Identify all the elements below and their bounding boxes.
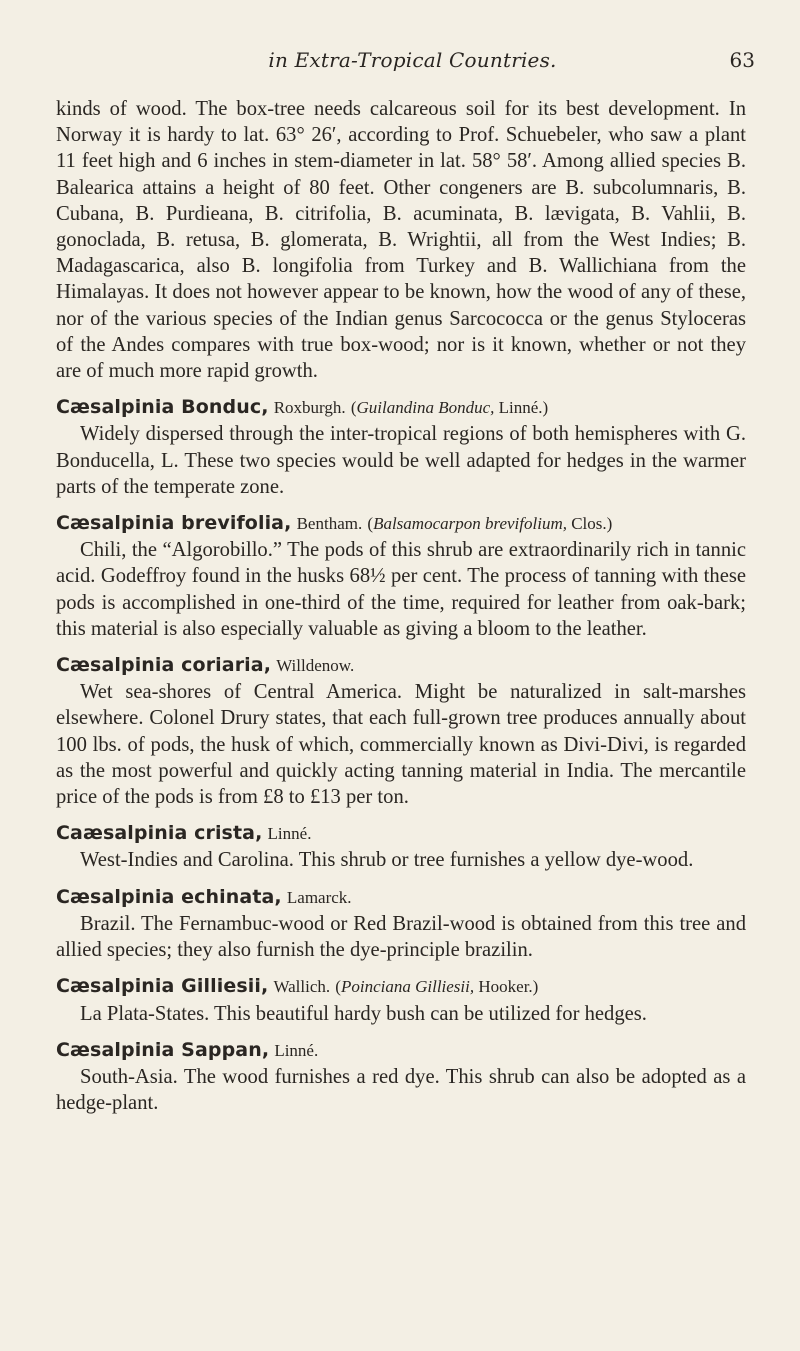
- entry-heading: [56, 394, 746, 421]
- entry-heading: [56, 884, 746, 911]
- synonym-author: Hooker.): [478, 977, 539, 997]
- species-entry: [56, 884, 746, 964]
- entry-text: Wet sea-shores of Central America. Might be naturalized in salt-marshes elsewhere. Colonel Drury states, that each full-grown tree produces annually about 100 lbs. of pods, the husk of which, commercially known as Divi-Divi, is regarded as the most powerful and quickly acting tanning material in India. The mercantile price of the pods is from £8 to £13 per ton.: [56, 681, 746, 809]
- entry-text: La Plata-States. This beautiful hardy bush can be utilized for hedges.: [80, 1002, 647, 1025]
- species-authority: Willdenow.: [276, 656, 355, 676]
- entry-heading: [56, 510, 746, 537]
- species-entry: [56, 652, 746, 810]
- entry-text: Chili, the “Algorobillo.” The pods of this shrub are extraordinarily rich in tannic acid. Godeffroy found in the husks 68½ per cent. The process of tanning with these pods is accomplished in one-third of the time, required for leather from oak-bark; this material is also especially valuable as giving a bloom to the leather.: [56, 539, 746, 640]
- species-synonym: [335, 977, 538, 996]
- species-authority: Roxburgh.: [273, 398, 346, 418]
- synonym-open: (: [335, 977, 341, 997]
- species-entry: [56, 973, 746, 1026]
- species-name: Cæsalpinia Sappan,: [56, 1038, 270, 1061]
- entry-heading: [56, 973, 746, 1000]
- entry-heading: [56, 1037, 746, 1064]
- species-name: Cæsalpinia Bonduc,: [56, 396, 269, 419]
- species-name: Caæsalpinia crista,: [56, 822, 263, 845]
- entry-heading: [56, 652, 746, 679]
- page-body: [56, 96, 746, 1116]
- species-authority: Bentham.: [296, 514, 363, 534]
- species-authority: Linné.: [274, 1040, 319, 1060]
- entry-heading: [56, 820, 746, 847]
- species-entry: [56, 510, 746, 642]
- page-header: [70, 48, 755, 78]
- species-entry: [56, 820, 746, 873]
- synonym-open: (: [350, 398, 357, 418]
- entry-text: South-Asia. The wood furnishes a red dye. This shrub can also be adopted as a hedge-plant.: [56, 1065, 746, 1115]
- entry-text: Brazil. The Fernambuc-wood or Red Brazil-wood is obtained from this tree and allied species; they also furnish the dye-principle brazilin.: [56, 912, 746, 962]
- intro-paragraph: kinds of wood. The box-tree needs calcareous soil for its best development. In Norway it is hardy to lat. 63° 26′, according to Prof. Schuebeler, who saw a plant 11 feet high and 6 inches in stem-diameter in lat. 58° 58′. Among allied species B. Balearica attains a height of 80 feet. Other congeners are B. subcolumnaris, B. Cubana, B. Purdieana, B. citrifolia, B. acuminata, B. lævigata, B. Vahlii, B. gonoclada, B. retusa, B. glomerata, B. Wrightii, all from the West Indies; B. Madagascarica, also B. longifolia from Turkey and B. Wallichiana from the Himalayas. It does not however appear to be known, how the wood of any of these, nor of the various species of the Indian genus Sarcococca or the genus Styloceras of the Andes compares with true box-wood; nor is it known, whether or not they are of much more rapid growth.: [56, 98, 746, 383]
- synonym-author: Clos.): [571, 514, 613, 534]
- entry-text: West-Indies and Carolina. This shrub or tree furnishes a yellow dye-wood.: [80, 849, 694, 872]
- page-number: 63: [729, 48, 755, 72]
- species-authority: Linné.: [267, 824, 312, 844]
- synonym-name: Poinciana Gilliesii,: [340, 977, 475, 997]
- species-synonym: [351, 398, 548, 417]
- species-synonym: [367, 514, 612, 533]
- entry-text: Widely dispersed through the inter-tropical regions of both hemispheres with G. Bonducella, L. These two species would be well adapted for hedges in the warmer parts of the temperate zone.: [56, 423, 746, 498]
- synonym-name: Balsamocarpon brevifolium,: [373, 514, 567, 534]
- synonym-open: (: [367, 514, 374, 534]
- synonym-name: Guilandina Bonduc,: [356, 398, 495, 418]
- species-authority: Wallich.: [273, 977, 331, 997]
- species-name: Cæsalpinia Gilliesii,: [56, 975, 269, 998]
- species-name: Cæsalpinia coriaria,: [56, 654, 272, 677]
- species-entry: [56, 394, 746, 500]
- species-entry: [56, 1037, 746, 1117]
- species-name: Cæsalpinia brevifolia,: [56, 512, 292, 535]
- running-head: in Extra-Tropical Countries.: [268, 48, 557, 72]
- species-authority: Lamarck.: [286, 887, 352, 907]
- synonym-author: Linné.): [498, 398, 549, 418]
- species-name: Cæsalpinia echinata,: [56, 885, 282, 908]
